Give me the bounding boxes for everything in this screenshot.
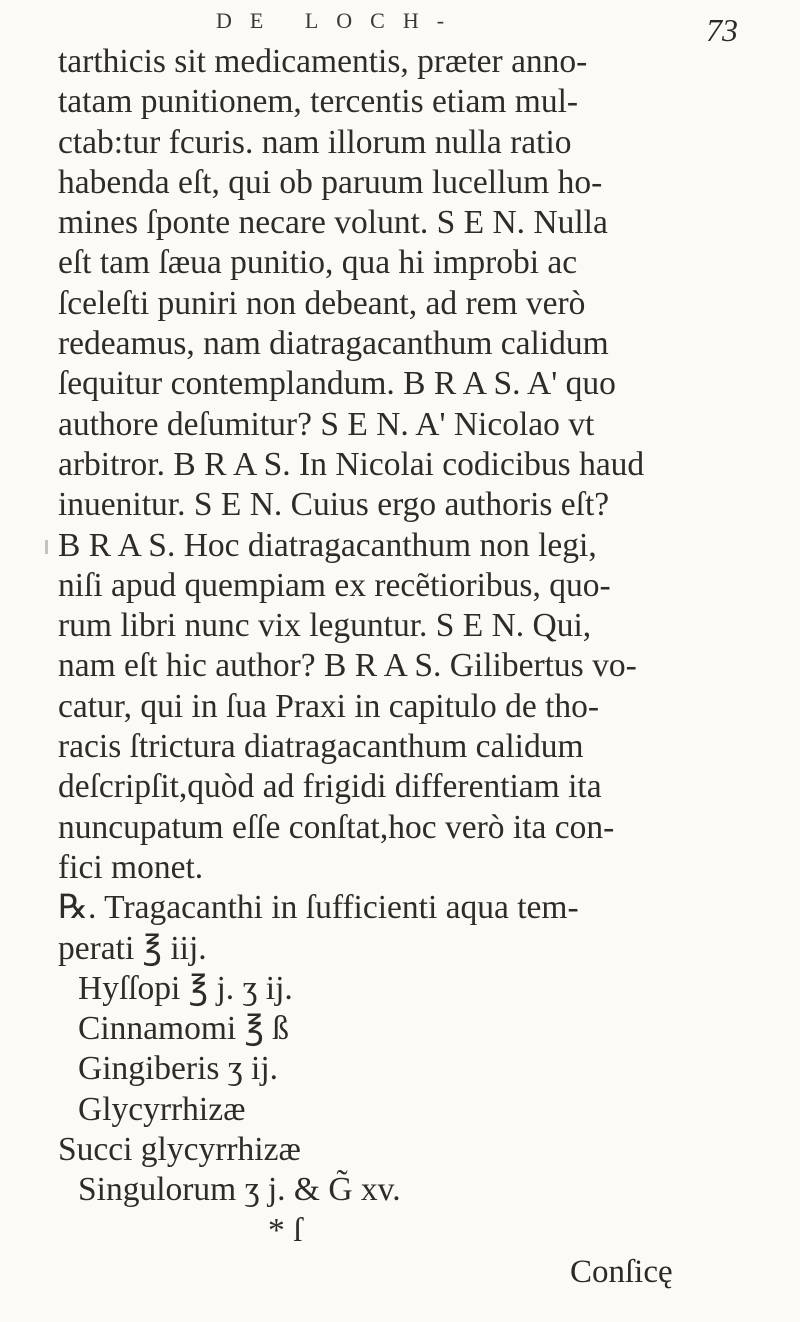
body-line: tatam punitionem, tercentis etiam mul- xyxy=(58,83,579,121)
recipe-line: Succi glycyrrhizæ xyxy=(58,1131,301,1169)
body-line: habenda eſt, qui ob paruum lucellum ho- xyxy=(58,163,603,201)
body-line: tarthicis sit medicamentis, præter anno- xyxy=(58,43,588,80)
body-line: deſcripſit,quòd ad frigidi differentiam ita xyxy=(58,768,602,806)
body-line: mines ſponte necare volunt. S E N. Nulla xyxy=(58,204,608,242)
body-line: catur, qui in ſua Praxi in capitulo de tho- xyxy=(58,687,600,725)
body-line: inuenitur. S E N. Cuius ergo authoris eſt? xyxy=(58,486,610,524)
body-line: arbitror. B R A S. In Nicolai codicibus haud xyxy=(58,445,645,483)
body-line: fici monet. xyxy=(58,848,204,886)
page-number: 73 xyxy=(706,12,738,48)
page-header xyxy=(0,6,800,46)
catchword: Conſicę xyxy=(570,1254,673,1290)
body-line: B R A S. Hoc diatragacanthum non legi, xyxy=(58,526,597,564)
recipe-line: ℞. Tragacanthi in ſufficienti aqua tem- xyxy=(58,889,579,927)
body-line: nuncupatum eſſe conſtat,hoc verò ita con- xyxy=(58,808,615,846)
margin-fleck xyxy=(45,540,48,554)
body-line: nam eſt hic author? B R A S. Gilibertus vo- xyxy=(58,647,637,685)
body-line: racis ſtrictura diatragacanthum calidum xyxy=(58,728,584,766)
body-line: niſi apud quempiam ex recẽtioribus, quo- xyxy=(58,566,611,604)
body-line: ſceleſti puniri non debeant, ad rem verò xyxy=(58,284,586,322)
body-line: ctab:tur fcuris. nam illorum nulla ratio xyxy=(58,123,572,161)
recipe-line: perati ℥ iij. xyxy=(58,929,207,967)
body-line: authore deſumitur? S E N. A' Nicolao vt xyxy=(58,405,595,443)
body-text xyxy=(58,42,758,1251)
recipe-line: Gingiberis ʒ ij. xyxy=(78,1050,279,1088)
recipe-line: Singulorum ʒ j. & G̃ xv. xyxy=(78,1171,401,1209)
body-line: rum libri nunc vix leguntur. S E N. Qui, xyxy=(58,607,592,645)
recipe-line: Hyſſopi ℥ j. ʒ ij. xyxy=(78,969,293,1007)
body-line: redeamus, nam diatragacanthum calidum xyxy=(58,325,609,363)
running-head: DE LOCH- xyxy=(216,8,463,33)
recipe-line: Cinnamomi ℥ ß xyxy=(78,1010,290,1048)
recipe-line: Glycyrrhizæ xyxy=(78,1090,246,1128)
body-line: ſequitur contemplandum. B R A S. A' quo xyxy=(58,365,616,403)
signature-mark: * ſ xyxy=(268,1211,303,1249)
body-line: eſt tam ſæua punitio, qua hi improbi ac xyxy=(58,244,578,282)
